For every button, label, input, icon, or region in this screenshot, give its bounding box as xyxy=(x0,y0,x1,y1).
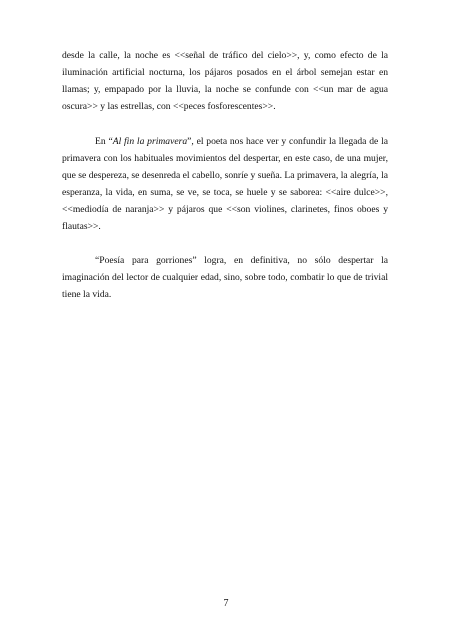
paragraph-continuation xyxy=(62,47,388,115)
paragraph-al-fin-la-primavera xyxy=(62,133,388,235)
paragraph-lead: En “ xyxy=(95,136,113,147)
poem-title: Al fin la primavera xyxy=(112,136,188,147)
paragraph-text: “Poesía para gorriones” logra, en definitiva, no sólo despertar la imaginación del lector de cualquier edad, sino, sobre todo, combatir lo que de trivial tiene la vida. xyxy=(62,255,388,300)
paragraph-text: desde la calle, la noche es <<señal de tráfico del cielo>>, y, como efecto de la iluminación artificial nocturna, los pájaros posados en el árbol semejan estar en llamas; y, empapado por la lluvia, la noche se confunde con <<un mar de agua oscura>> y las estrellas, con <<peces fosforescentes>>. xyxy=(62,50,388,112)
paragraph-body: ”, el poeta nos hace ver y confundir la llegada de la primavera con los habituales movimientos del despertar, en este caso, de una mujer, que se despereza, se desenreda el cabello, sonríe y sueña. La primavera, la alegría, la esperanza, la vida, en suma, se ve, se toca, se huele y se saborea: <<aire dulce>>, <<mediodía de naranja>> y pájaros que <<son violines, clarinetes, finos oboes y flautas>>. xyxy=(62,136,388,232)
page-number: 7 xyxy=(223,598,229,609)
paragraph-conclusion xyxy=(62,252,388,303)
paragraph-text xyxy=(62,133,388,235)
